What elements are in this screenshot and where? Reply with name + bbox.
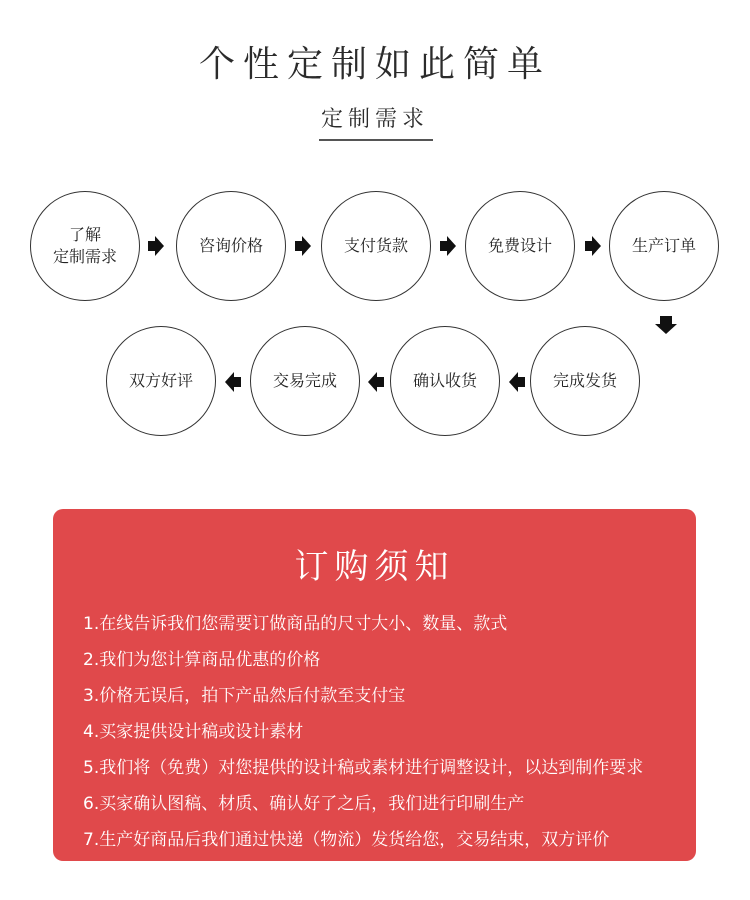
notice-item: 6.买家确认图稿、材质、确认好了之后，我们进行印刷生产: [83, 794, 525, 814]
arrow-down-icon: [655, 316, 677, 334]
notice-item: 2.我们为您计算商品优惠的价格: [83, 650, 321, 670]
subtitle-underline: [319, 139, 433, 141]
step-label: 双方好评: [128, 371, 193, 390]
arrow-left-icon: [508, 372, 526, 392]
step-understand-requirements: [30, 191, 140, 301]
step-inquire-price: [176, 191, 286, 301]
step-label: 咨询价格: [198, 236, 263, 255]
step-label: 交易完成: [272, 371, 337, 390]
step-production: [609, 191, 719, 301]
notice-item: 1.在线告诉我们您需要订做商品的尺寸大小、数量、款式: [83, 614, 508, 634]
page-title: 个性定制如此简单: [198, 44, 551, 85]
arrow-left-icon: [367, 372, 385, 392]
step-label: 确认收货: [412, 371, 477, 390]
step-confirm-receipt: [390, 326, 500, 436]
step-label: 完成发货: [552, 371, 617, 390]
arrow-right-icon: [294, 236, 312, 256]
step-pay: [321, 191, 431, 301]
notice-item: 3.价格无误后，拍下产品然后付款至支付宝: [83, 686, 406, 706]
step-free-design: [465, 191, 575, 301]
step-label: 支付货款: [343, 236, 408, 255]
step-shipped: [530, 326, 640, 436]
arrow-right-icon: [584, 236, 602, 256]
notice-list: [83, 609, 643, 861]
step-label: 了解: [68, 225, 101, 244]
arrow-right-icon: [147, 236, 165, 256]
arrow-right-icon: [439, 236, 457, 256]
step-label: 生产订单: [631, 236, 696, 255]
notice-item: 7.生产好商品后我们通过快递（物流）发货给您，交易结束，双方评价: [83, 830, 610, 850]
notice-item: 4.买家提供设计稿或设计素材: [83, 722, 304, 742]
notice-item: 5.我们将（免费）对您提供的设计稿或素材进行调整设计，以达到制作要求: [83, 758, 644, 778]
arrow-left-icon: [224, 372, 242, 392]
section-subtitle: 定制需求: [320, 107, 429, 132]
notice-title: 订购须知: [294, 547, 455, 587]
step-label: 定制需求: [52, 247, 117, 266]
order-notice-panel: [53, 509, 696, 861]
step-mutual-review: [106, 326, 216, 436]
step-transaction-complete: [250, 326, 360, 436]
step-label: 免费设计: [487, 236, 552, 255]
